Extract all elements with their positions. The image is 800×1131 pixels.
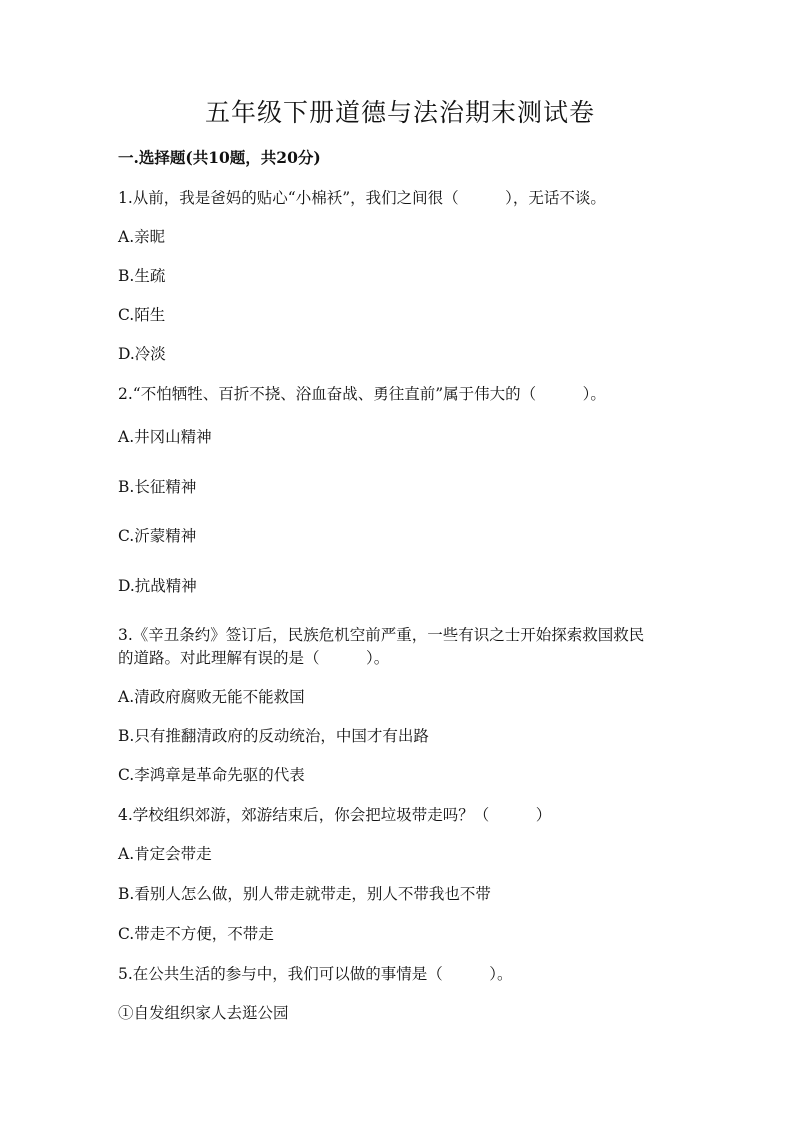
question-1-option-d: D.冷淡	[118, 345, 166, 363]
question-3-option-b: B.只有推翻清政府的反动统治，中国才有出路	[118, 727, 429, 745]
question-3-stem-line-1: 3.《辛丑条约》签订后，民族危机空前严重，一些有识之士开始探索救国救民	[118, 626, 645, 644]
question-3-option-c: C.李鸿章是革命先驱的代表	[118, 766, 305, 784]
question-2-stem: 2.“不怕牺牲、百折不挠、浴血奋战、勇往直前”属于伟大的（ ）。	[118, 385, 606, 403]
question-1-option-a: A.亲昵	[118, 228, 166, 246]
question-3-option-a: A.清政府腐败无能不能救国	[118, 688, 305, 706]
question-5-stem: 5.在公共生活的参与中，我们可以做的事情是（ ）。	[118, 965, 513, 983]
page-title: 五年级下册道德与法治期末测试卷	[204, 98, 595, 127]
question-4-option-b: B.看别人怎么做，别人带走就带走，别人不带我也不带	[118, 885, 491, 903]
question-2-option-b: B.长征精神	[118, 478, 197, 496]
question-4-stem: 4.学校组织郊游，郊游结束后，你会把垃圾带走吗？（ ）	[118, 806, 552, 824]
question-2-option-c: C.沂蒙精神	[118, 527, 197, 545]
question-5-option-1: ①自发组织家人去逛公园	[118, 1004, 289, 1022]
question-2-option-d: D.抗战精神	[118, 577, 197, 595]
question-4-option-c: C.带走不方便，不带走	[118, 925, 274, 943]
question-1-option-b: B.生疏	[118, 267, 166, 285]
question-1-stem: 1.从前，我是爸妈的贴心“小棉袄”，我们之间很（ ），无话不谈。	[118, 189, 606, 207]
section-heading: 一.选择题(共10题，共20分)	[118, 148, 321, 167]
question-1-option-c: C.陌生	[118, 306, 166, 324]
question-2-option-a: A.井冈山精神	[118, 428, 212, 446]
question-4-option-a: A.肯定会带走	[118, 845, 212, 863]
question-3-stem-line-2: 的道路。对此理解有误的是（ ）。	[118, 649, 390, 667]
